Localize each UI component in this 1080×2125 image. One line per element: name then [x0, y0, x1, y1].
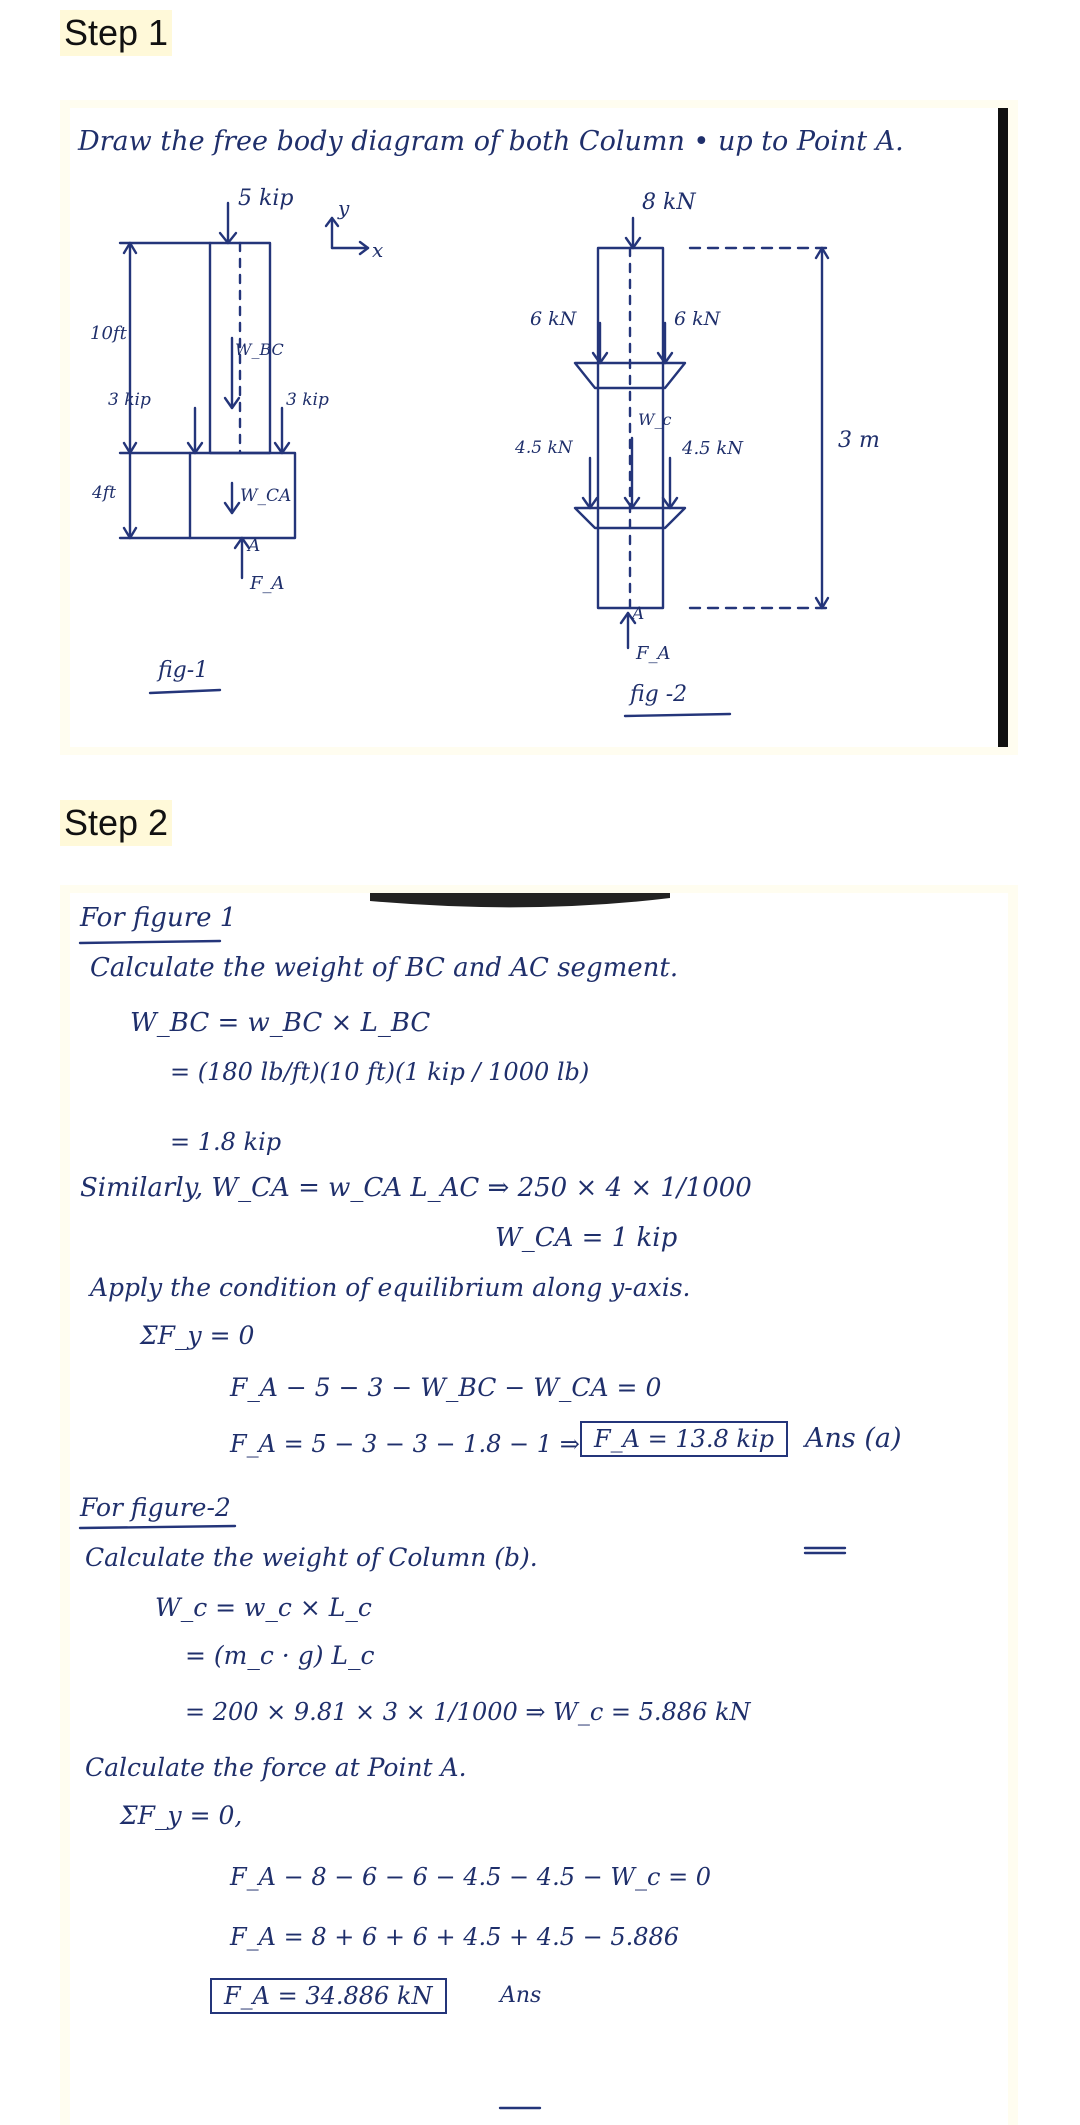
step-1-sheet: [70, 108, 1008, 747]
fig1-reaction-label: F_A: [250, 573, 285, 594]
step2-line-wc-mass: = (m_c · g) L_c: [185, 1641, 375, 1670]
step-1-instruction: Draw the free body diagram of both Column • up to Point A.: [78, 126, 904, 157]
step2-line-calc-column: Calculate the weight of Column (b).: [85, 1543, 538, 1572]
fig1-wbc-label: W_BC: [235, 340, 284, 359]
fig2-right-upper-load-label: 6 kN: [674, 308, 721, 330]
step2-line-wbc-values: = (180 lb/ft)(10 ft)(1 kip / 1000 lb): [170, 1058, 590, 1086]
step2-line-equation-1: F_A − 5 − 3 − W_BC − W_CA = 0: [230, 1373, 662, 1402]
step-2-image: [60, 885, 1018, 2125]
step-2-title: Step 2: [60, 800, 172, 846]
fig2-left-lower-load-label: 4.5 kN: [515, 438, 573, 458]
step2-line-similarly: Similarly, W_CA = w_CA L_AC ⇒ 250 × 4 × 1/1000: [80, 1173, 752, 1203]
fig2-wc-label: W_c: [638, 410, 672, 429]
step2-line-wbc-def: W_BC = w_BC × L_BC: [130, 1008, 431, 1038]
fig2-left-upper-load-label: 6 kN: [530, 308, 577, 330]
step2-line-for-figure-1: For figure 1: [80, 903, 237, 933]
answer-a-tag: Ans (a): [805, 1423, 902, 1454]
step2-line-sum-fy: ΣF_y = 0: [140, 1321, 255, 1350]
step2-line-wca-result: W_CA = 1 kip: [495, 1223, 678, 1253]
step2-line-solve-2: F_A = 8 + 6 + 6 + 4.5 + 4.5 − 5.886: [230, 1923, 680, 1951]
step-1-title: Step 1: [60, 10, 172, 56]
fig2-height-label: 3 m: [838, 428, 880, 453]
step2-line-for-figure-2: For figure-2: [80, 1493, 231, 1522]
step2-line-wc-result: = 200 × 9.81 × 3 × 1/1000 ⇒ W_c = 5.886 kN: [185, 1698, 751, 1726]
fig1-axis-x-label: x: [372, 238, 384, 262]
fig-2-drawing: [575, 218, 830, 716]
step2-line-wc-def: W_c = w_c × L_c: [155, 1593, 372, 1622]
fig-1-drawing: [120, 203, 368, 693]
fig2-reaction-label: F_A: [636, 643, 671, 664]
step2-line-apply-equilibrium: Apply the condition of equilibrium along y-axis.: [90, 1273, 691, 1302]
step2-line-equation-2: F_A − 8 − 6 − 6 − 4.5 − 4.5 − W_c = 0: [230, 1863, 712, 1891]
step2-line-sum-fy-2: ΣF_y = 0,: [120, 1801, 243, 1830]
fig1-axis-y-label: y: [338, 196, 350, 220]
step2-line-solve-1: F_A = 5 − 3 − 3 − 1.8 − 1 ⇒: [230, 1430, 580, 1458]
fig1-caption: fig-1: [158, 658, 209, 683]
fig2-right-lower-load-label: 4.5 kN: [682, 438, 744, 459]
step-2-sheet: [70, 893, 1008, 2125]
answer-b-box: F_A = 34.886 kN: [210, 1978, 447, 2014]
step-1-image: [60, 100, 1018, 755]
fig1-wca-label: W_CA: [240, 486, 292, 506]
fig1-upper-dimension-label: 10ft: [90, 323, 127, 344]
step2-line-wbc-result: = 1.8 kip: [170, 1128, 282, 1156]
fig1-right-load-label: 3 kip: [286, 390, 329, 410]
fig2-caption: fig -2: [630, 682, 688, 707]
fig2-point-a-label: A: [632, 604, 645, 624]
step2-line-calc-force: Calculate the force at Point A.: [85, 1753, 467, 1782]
answer-a-box: F_A = 13.8 kip: [580, 1421, 788, 1457]
fig1-point-a-label: A: [248, 536, 261, 556]
fig1-left-load-label: 3 kip: [108, 390, 151, 410]
answer-b-tag: Ans: [500, 1983, 542, 2008]
fig2-top-load-label: 8 kN: [642, 190, 696, 215]
fig1-top-load-label: 5 kip: [238, 186, 294, 211]
fig1-lower-dimension-label: 4ft: [92, 483, 116, 503]
step2-line-calc-weight: Calculate the weight of BC and AC segment.: [90, 953, 679, 983]
